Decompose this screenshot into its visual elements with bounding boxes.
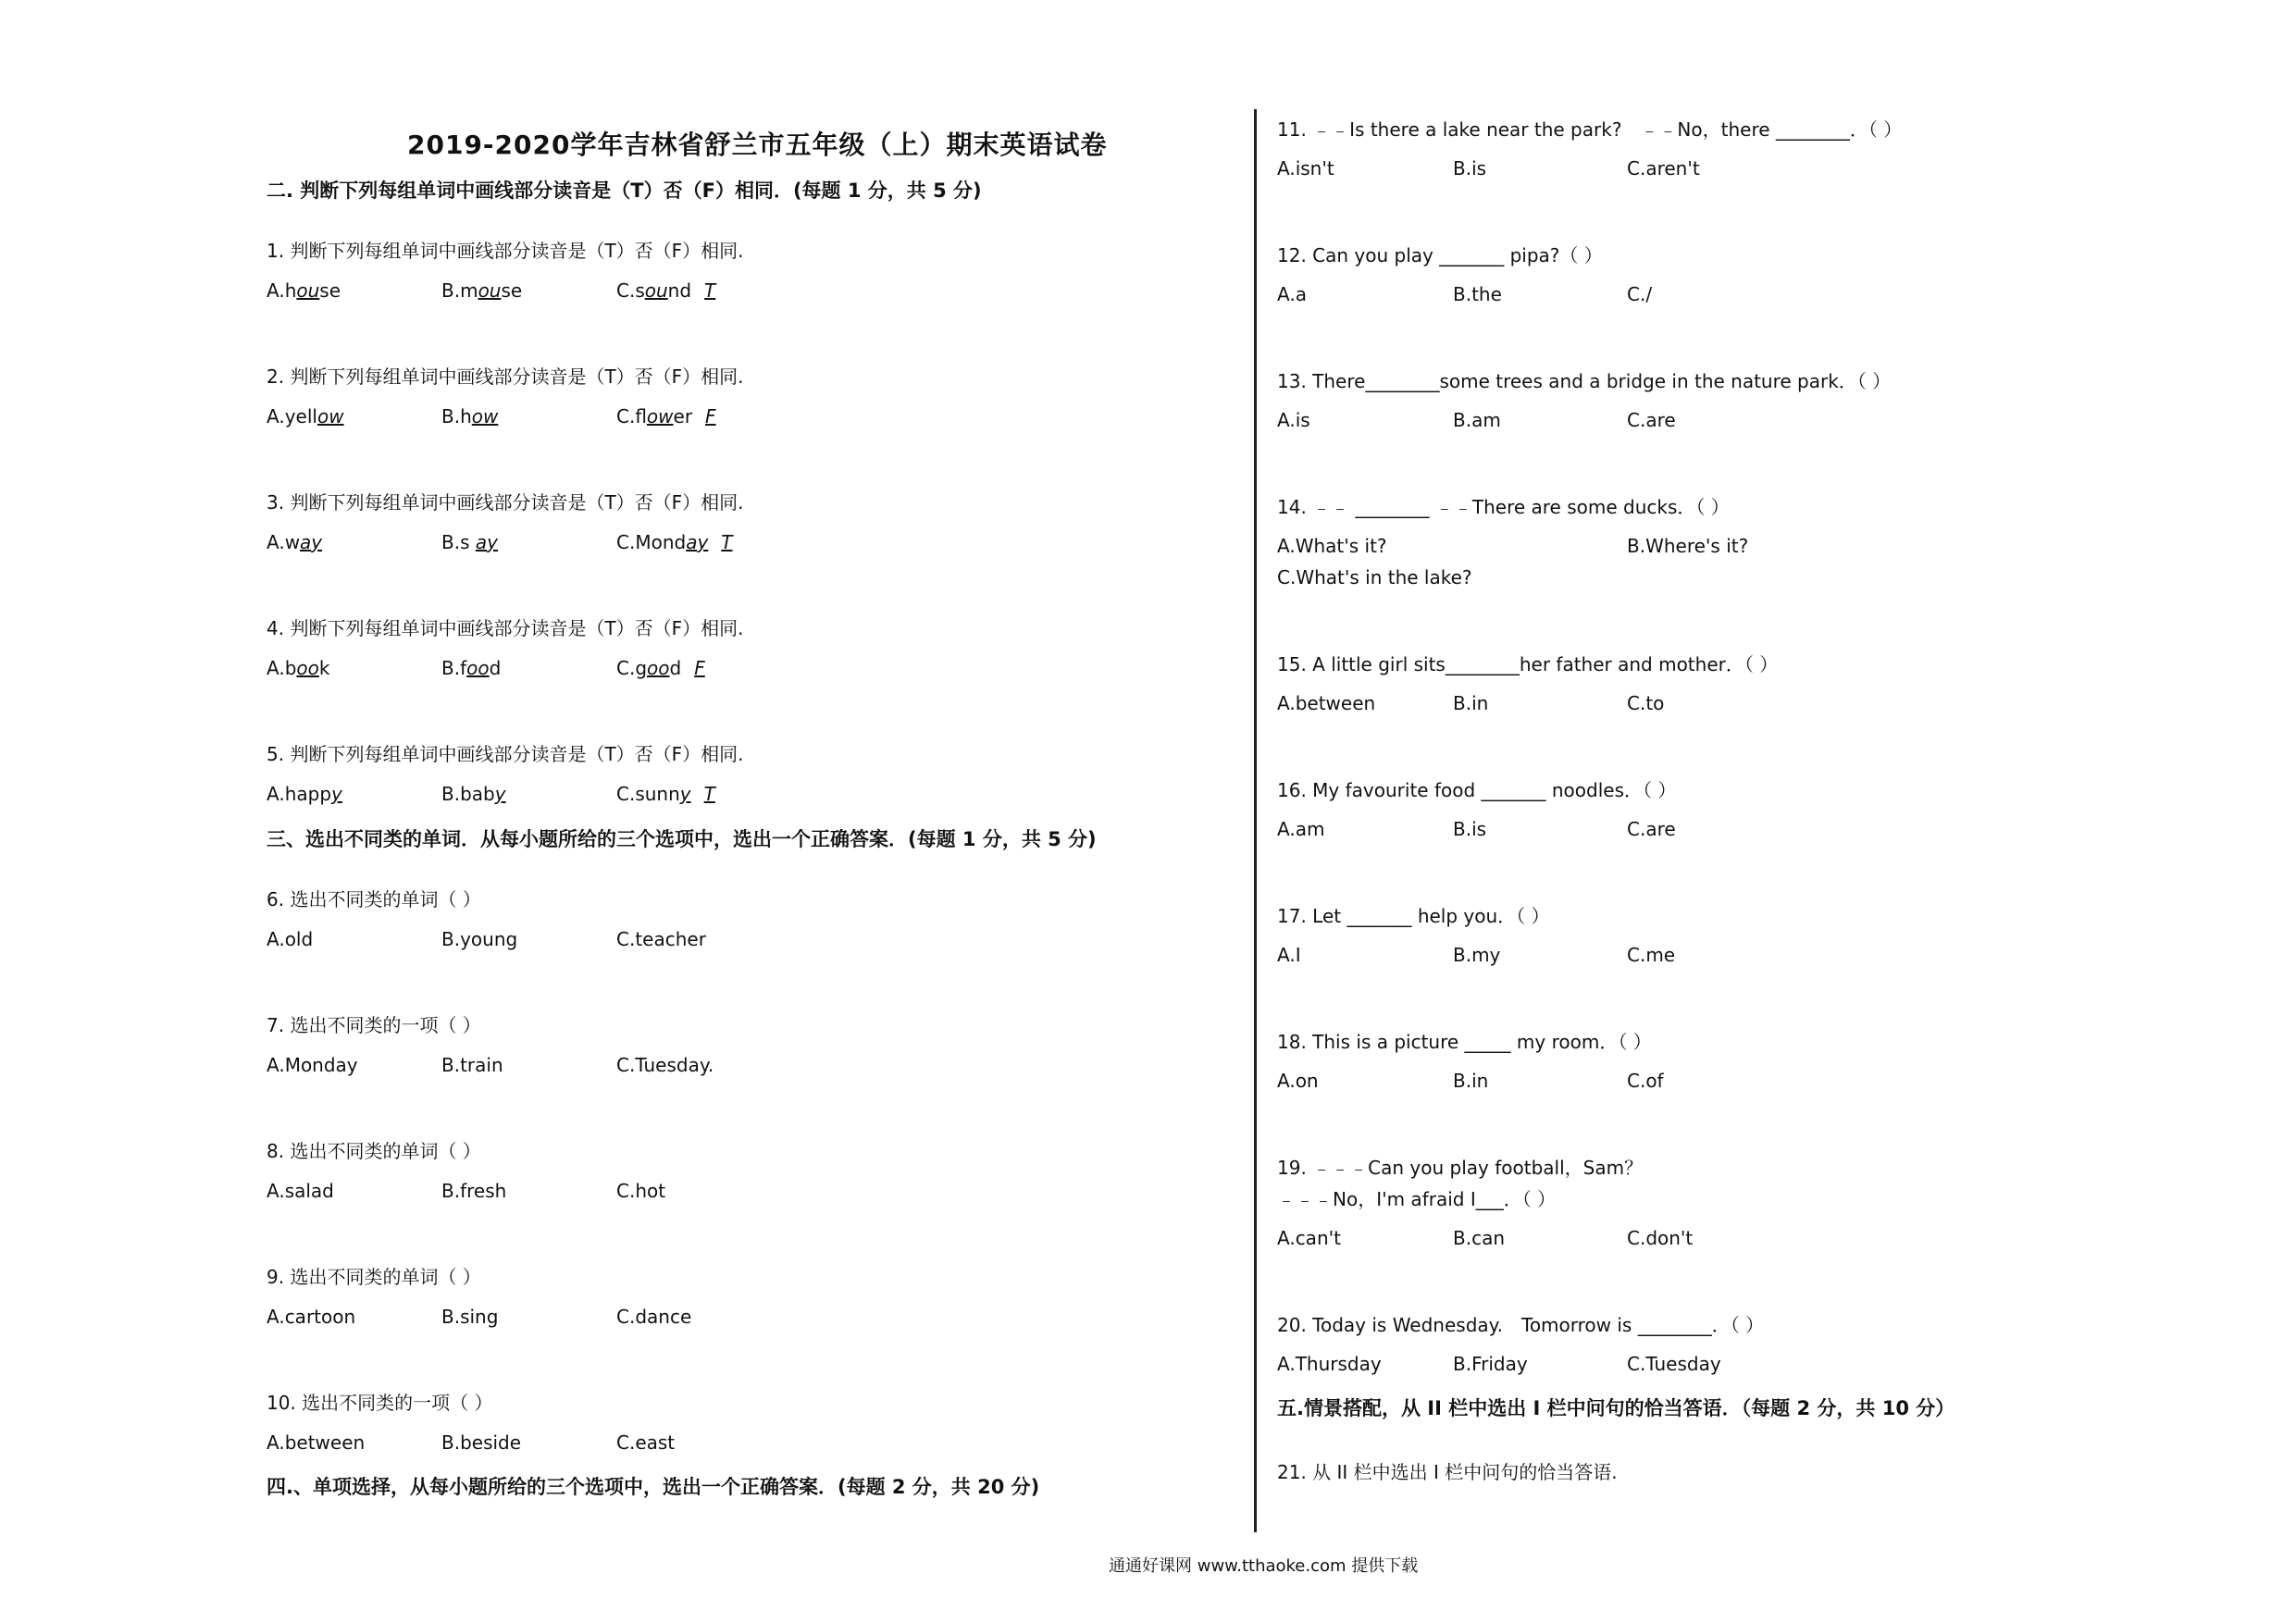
q18-option-a: A.on (1277, 1070, 1319, 1092)
q19-stem: 19. ﹣﹣﹣Can you play football，Sam？ (1277, 1157, 1644, 1179)
q7-option-b: B.train (441, 1054, 503, 1076)
q13-stem: 13. There________some trees and a bridge in the nature park．（ ） (1277, 370, 1892, 392)
q6-option-c: C.teacher (616, 928, 706, 950)
page-footer: 通通好课网 www.tthaoke.com 提供下载 (1109, 1556, 1419, 1576)
q5-stem: 5. 判断下列每组单词中画线部分读音是（T）否（F）相同. (267, 743, 744, 765)
q18-stem: 18. This is a picture _____ my room．（ ） (1277, 1031, 1652, 1053)
page-title: 2019-2020学年吉林省舒兰市五年级（上）期末英语试卷 (407, 130, 1108, 160)
q2-option-c: C.flower F (616, 405, 716, 427)
q8-option-b: B.fresh (441, 1180, 507, 1202)
q7-stem: 7. 选出不同类的一项（ ） (267, 1014, 481, 1036)
q4-option-c: C.good F (616, 657, 705, 679)
q12-option-c: C./ (1627, 283, 1653, 305)
q1-answer-mark: T (704, 279, 716, 302)
q20-stem: 20. Today is Wednesday. Tomorrow is ________．（ ） (1277, 1314, 1765, 1336)
q2-option-b: B.how (441, 405, 499, 427)
q14-stem: 14. ﹣﹣ ________ ﹣﹣There are some ducks．（ ） (1277, 496, 1730, 518)
q16-stem: 16. My favourite food _______ noodles．（ ） (1277, 779, 1677, 801)
column-divider (1254, 109, 1257, 1532)
q4-option-b: B.food (441, 657, 502, 679)
q15-stem: 15. A little girl sits________her father and mother．（ ） (1277, 653, 1779, 675)
q14-option-a: A.What's it? (1277, 535, 1387, 557)
q13-option-a: A.is (1277, 409, 1310, 431)
q20-option-a: A.Thursday (1277, 1353, 1382, 1375)
q12-stem: 12. Can you play _______ pipa?（ ） (1277, 244, 1603, 266)
q12-option-a: A.a (1277, 283, 1307, 305)
q16-option-c: C.are (1627, 818, 1676, 840)
q19-option-a: A.can't (1277, 1227, 1341, 1249)
q9-stem: 9. 选出不同类的单词（ ） (267, 1266, 481, 1288)
q19-option-c: C.don't (1627, 1227, 1694, 1249)
q11-option-a: A.isn't (1277, 157, 1334, 180)
q15-option-a: A.between (1277, 692, 1376, 714)
q10-option-a: A.between (267, 1431, 366, 1454)
q3-answer-mark: T (721, 531, 733, 553)
q2-stem: 2. 判断下列每组单词中画线部分读音是（T）否（F）相同. (267, 365, 744, 388)
q17-option-c: C.me (1627, 944, 1676, 966)
q11-option-c: C.aren't (1627, 157, 1700, 180)
q3-option-c: C.Monday T (616, 531, 733, 553)
q4-option-a: A.book (267, 657, 330, 679)
q12-option-b: B.the (1453, 283, 1502, 305)
q16-option-b: B.is (1453, 818, 1487, 840)
q2-option-a: A.yellow (267, 405, 344, 427)
q20-option-c: C.Tuesday (1627, 1353, 1721, 1375)
section-2-heading: 二. 判断下列每组单词中画线部分读音是（T）否（F）相同．(每题 1 分，共 5 分) (267, 180, 982, 202)
q1-stem: 1. 判断下列每组单词中画线部分读音是（T）否（F）相同. (267, 240, 744, 262)
q5-option-c: C.sunny T (616, 783, 715, 805)
q7-option-c: C.Tuesday. (616, 1054, 714, 1076)
q11-stem: 11. ﹣﹣Is there a lake near the park? ﹣﹣No，there ________．（ ） (1277, 118, 1903, 141)
q5-option-b: B.baby (441, 783, 506, 805)
q19-stem-line2: ﹣﹣﹣No，I'm afraid I___．（ ） (1277, 1188, 1557, 1210)
q9-option-a: A.cartoon (267, 1306, 356, 1328)
q1-option-c: C.sound T (616, 279, 716, 302)
q8-option-c: C.hot (616, 1180, 666, 1202)
q6-option-b: B.young (441, 928, 518, 950)
q13-option-c: C.are (1627, 409, 1676, 431)
q7-option-a: A.Monday (267, 1054, 358, 1076)
section-4-heading: 四.、单项选择，从每小题所给的三个选项中，选出一个正确答案．(每题 2 分，共 20 分) (267, 1476, 1040, 1498)
q18-option-b: B.in (1453, 1070, 1489, 1092)
section-5-heading: 五.情景搭配，从 II 栏中选出 I 栏中问句的恰当答语．（每题 2 分，共 10 分） (1277, 1397, 1955, 1419)
q14-option-c: C.What's in the lake? (1277, 566, 1472, 588)
q8-stem: 8. 选出不同类的单词（ ） (267, 1140, 481, 1162)
q4-answer-mark: F (694, 657, 705, 679)
q4-stem: 4. 判断下列每组单词中画线部分读音是（T）否（F）相同. (267, 617, 744, 639)
q3-stem: 3. 判断下列每组单词中画线部分读音是（T）否（F）相同. (267, 491, 744, 514)
q10-option-b: B.beside (441, 1431, 522, 1454)
q6-option-a: A.old (267, 928, 314, 950)
q18-option-c: C.of (1627, 1070, 1664, 1092)
q14-option-b: B.Where's it? (1627, 535, 1749, 557)
q3-option-b: B.s ay (441, 531, 498, 553)
q17-stem: 17. Let _______ help you．（ ） (1277, 905, 1550, 927)
q9-option-b: B.sing (441, 1306, 499, 1328)
q19-option-b: B.can (1453, 1227, 1506, 1249)
q11-option-b: B.is (1453, 157, 1487, 180)
q1-option-a: A.house (267, 279, 341, 302)
q17-option-a: A.I (1277, 944, 1301, 966)
q10-option-c: C.east (616, 1431, 676, 1454)
q10-stem: 10. 选出不同类的一项（ ） (267, 1392, 493, 1414)
q8-option-a: A.salad (267, 1180, 334, 1202)
q5-option-a: A.happy (267, 783, 342, 805)
section-3-heading: 三、选出不同类的单词．从每小题所给的三个选项中，选出一个正确答案．(每题 1 分，共 5 分) (267, 828, 1097, 850)
q21-stem: 21. 从 II 栏中选出 I 栏中问句的恰当答语. (1277, 1461, 1618, 1483)
q20-option-b: B.Friday (1453, 1353, 1528, 1375)
q1-option-b: B.mouse (441, 279, 523, 302)
q15-option-b: B.in (1453, 692, 1489, 714)
q15-option-c: C.to (1627, 692, 1665, 714)
q17-option-b: B.my (1453, 944, 1501, 966)
q9-option-c: C.dance (616, 1306, 692, 1328)
q13-option-b: B.am (1453, 409, 1501, 431)
q2-answer-mark: F (705, 405, 716, 427)
q16-option-a: A.am (1277, 818, 1325, 840)
q6-stem: 6. 选出不同类的单词（ ） (267, 888, 481, 911)
q3-option-a: A.way (267, 531, 323, 553)
q5-answer-mark: T (703, 783, 715, 805)
